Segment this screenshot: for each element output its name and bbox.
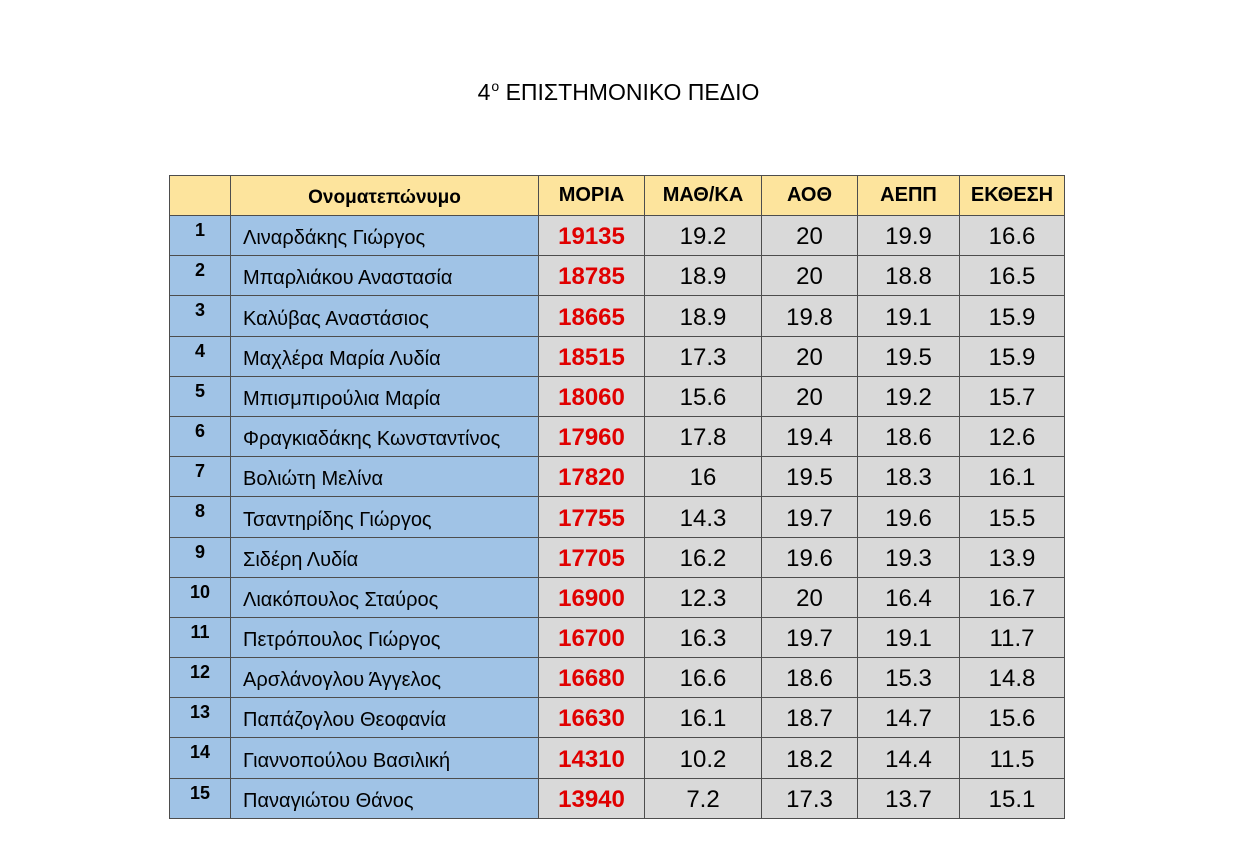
moria-cell: 16700	[539, 617, 645, 657]
header-aoth: ΑΟΘ	[762, 176, 858, 216]
math-cell: 15.6	[645, 376, 762, 416]
header-rank	[170, 176, 231, 216]
ekthesi-cell: 11.5	[960, 738, 1065, 778]
name-cell: Παπάζογλου Θεοφανία	[231, 698, 539, 738]
moria-cell: 13940	[539, 778, 645, 818]
moria-cell: 16680	[539, 658, 645, 698]
aoth-cell: 19.4	[762, 416, 858, 456]
aepp-cell: 14.7	[858, 698, 960, 738]
name-cell: Φραγκιαδάκης Κωνσταντίνος	[231, 416, 539, 456]
table-row	[170, 778, 1065, 818]
ekthesi-cell: 14.8	[960, 658, 1065, 698]
aoth-cell: 19.6	[762, 537, 858, 577]
aoth-cell: 18.2	[762, 738, 858, 778]
rank-cell: 8	[170, 497, 231, 537]
aepp-cell: 19.1	[858, 617, 960, 657]
rank-cell: 10	[170, 577, 231, 617]
rank-cell: 6	[170, 416, 231, 456]
ekthesi-cell: 16.6	[960, 216, 1065, 256]
aoth-cell: 19.7	[762, 497, 858, 537]
name-cell: Αρσλάνογλου Άγγελος	[231, 658, 539, 698]
aoth-cell: 18.7	[762, 698, 858, 738]
aepp-cell: 19.2	[858, 376, 960, 416]
header-math: ΜΑΘ/ΚΑ	[645, 176, 762, 216]
rank-cell: 11	[170, 617, 231, 657]
name-cell: Βολιώτη Μελίνα	[231, 457, 539, 497]
math-cell: 18.9	[645, 296, 762, 336]
name-cell: Παναγιώτου Θάνος	[231, 778, 539, 818]
math-cell: 17.8	[645, 416, 762, 456]
aepp-cell: 18.6	[858, 416, 960, 456]
aepp-cell: 19.6	[858, 497, 960, 537]
ekthesi-cell: 15.5	[960, 497, 1065, 537]
aepp-cell: 19.5	[858, 336, 960, 376]
aoth-cell: 20	[762, 376, 858, 416]
ekthesi-cell: 12.6	[960, 416, 1065, 456]
ekthesi-cell: 16.7	[960, 577, 1065, 617]
aoth-cell: 18.6	[762, 658, 858, 698]
header-name: Ονοματεπώνυμο	[231, 176, 539, 216]
rank-cell: 5	[170, 376, 231, 416]
aepp-cell: 18.8	[858, 256, 960, 296]
moria-cell: 18060	[539, 376, 645, 416]
ekthesi-cell: 15.6	[960, 698, 1065, 738]
scores-table	[169, 175, 1065, 819]
rank-cell: 15	[170, 778, 231, 818]
math-cell: 18.9	[645, 256, 762, 296]
math-cell: 16.3	[645, 617, 762, 657]
page-title	[0, 78, 1237, 106]
math-cell: 16	[645, 457, 762, 497]
name-cell: Καλύβας Αναστάσιος	[231, 296, 539, 336]
rank-cell: 9	[170, 537, 231, 577]
name-cell: Σιδέρη Λυδία	[231, 537, 539, 577]
rank-cell: 14	[170, 738, 231, 778]
header-moria: ΜΟΡΙΑ	[539, 176, 645, 216]
title-superscript: ο	[491, 78, 500, 94]
header-ekthesi: ΕΚΘΕΣΗ	[960, 176, 1065, 216]
ekthesi-cell: 11.7	[960, 617, 1065, 657]
ekthesi-cell: 16.1	[960, 457, 1065, 497]
aepp-cell: 16.4	[858, 577, 960, 617]
moria-cell: 19135	[539, 216, 645, 256]
math-cell: 7.2	[645, 778, 762, 818]
math-cell: 16.6	[645, 658, 762, 698]
aepp-cell: 18.3	[858, 457, 960, 497]
name-cell: Πετρόπουλος Γιώργος	[231, 617, 539, 657]
table-row	[170, 416, 1065, 456]
table-row	[170, 497, 1065, 537]
table-row	[170, 256, 1065, 296]
table-row	[170, 336, 1065, 376]
moria-cell: 18665	[539, 296, 645, 336]
moria-cell: 14310	[539, 738, 645, 778]
header-aepp: ΑΕΠΠ	[858, 176, 960, 216]
name-cell: Τσαντηρίδης Γιώργος	[231, 497, 539, 537]
aoth-cell: 19.7	[762, 617, 858, 657]
aoth-cell: 19.5	[762, 457, 858, 497]
aoth-cell: 20	[762, 577, 858, 617]
aoth-cell: 17.3	[762, 778, 858, 818]
math-cell: 19.2	[645, 216, 762, 256]
moria-cell: 17755	[539, 497, 645, 537]
aoth-cell: 20	[762, 256, 858, 296]
table-row	[170, 296, 1065, 336]
ekthesi-cell: 15.9	[960, 296, 1065, 336]
rank-cell: 4	[170, 336, 231, 376]
table-row	[170, 658, 1065, 698]
math-cell: 16.1	[645, 698, 762, 738]
ekthesi-cell: 15.1	[960, 778, 1065, 818]
ekthesi-cell: 16.5	[960, 256, 1065, 296]
rank-cell: 3	[170, 296, 231, 336]
table-row	[170, 577, 1065, 617]
ekthesi-cell: 15.9	[960, 336, 1065, 376]
aepp-cell: 19.1	[858, 296, 960, 336]
moria-cell: 17705	[539, 537, 645, 577]
aepp-cell: 14.4	[858, 738, 960, 778]
rank-cell: 12	[170, 658, 231, 698]
table-row	[170, 617, 1065, 657]
name-cell: Μαχλέρα Μαρία Λυδία	[231, 336, 539, 376]
title-number: 4	[477, 79, 491, 105]
rank-cell: 13	[170, 698, 231, 738]
ekthesi-cell: 15.7	[960, 376, 1065, 416]
title-text: ΕΠΙΣΤΗΜΟΝΙΚΟ ΠΕΔΙΟ	[499, 79, 760, 105]
name-cell: Μπισμπιρούλια Μαρία	[231, 376, 539, 416]
math-cell: 17.3	[645, 336, 762, 376]
moria-cell: 17960	[539, 416, 645, 456]
table-row	[170, 216, 1065, 256]
moria-cell: 18785	[539, 256, 645, 296]
table-row	[170, 537, 1065, 577]
math-cell: 16.2	[645, 537, 762, 577]
aepp-cell: 13.7	[858, 778, 960, 818]
moria-cell: 16900	[539, 577, 645, 617]
aoth-cell: 19.8	[762, 296, 858, 336]
name-cell: Γιαννοπούλου Βασιλική	[231, 738, 539, 778]
math-cell: 12.3	[645, 577, 762, 617]
table-row	[170, 738, 1065, 778]
table-row	[170, 698, 1065, 738]
name-cell: Λιακόπουλος Σταύρος	[231, 577, 539, 617]
table-row	[170, 457, 1065, 497]
ekthesi-cell: 13.9	[960, 537, 1065, 577]
table-row	[170, 376, 1065, 416]
aepp-cell: 15.3	[858, 658, 960, 698]
rank-cell: 7	[170, 457, 231, 497]
aoth-cell: 20	[762, 216, 858, 256]
aepp-cell: 19.9	[858, 216, 960, 256]
aepp-cell: 19.3	[858, 537, 960, 577]
moria-cell: 18515	[539, 336, 645, 376]
moria-cell: 17820	[539, 457, 645, 497]
name-cell: Μπαρλιάκου Αναστασία	[231, 256, 539, 296]
aoth-cell: 20	[762, 336, 858, 376]
rank-cell: 1	[170, 216, 231, 256]
rank-cell: 2	[170, 256, 231, 296]
header-row	[170, 176, 1065, 216]
moria-cell: 16630	[539, 698, 645, 738]
name-cell: Λιναρδάκης Γιώργος	[231, 216, 539, 256]
math-cell: 10.2	[645, 738, 762, 778]
math-cell: 14.3	[645, 497, 762, 537]
